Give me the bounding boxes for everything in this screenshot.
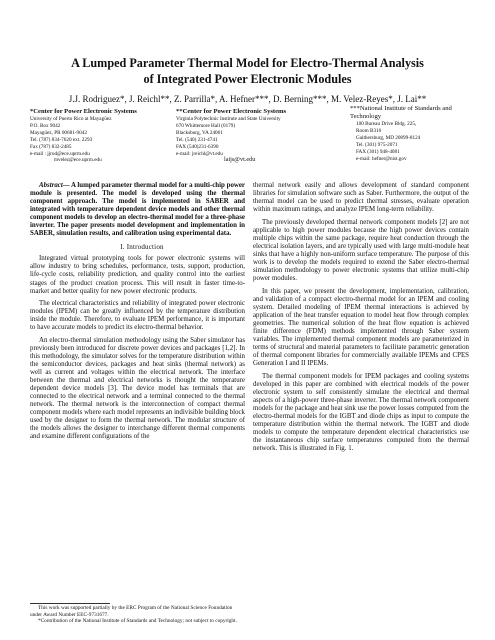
affiliation-line: 100 Bureau Drive Bldg. 225, xyxy=(356,121,417,127)
affiliation-vt xyxy=(176,108,336,164)
affiliation-header: ***National Institute of Standards and Technology xyxy=(350,105,452,120)
affiliation-line: mvelez@ece.uprm.edu xyxy=(54,157,102,164)
abstract-text: — A lumped parameter thermal model for a multi-chip power module is presented. The model is developed using the thermal component approach. The model is implemented in SABER and integrated with temperature dependent device models and other thermal component models to develop an electro-thermal model for a three-phase inverter. The paper presents model development and implementation in SABER, simulation results, and calibration using experimental data. xyxy=(30,182,245,238)
left-column xyxy=(30,182,245,446)
affiliation-line: FAX (540)231-6390 xyxy=(176,143,219,150)
affiliation-line: FAX (301) 948-4081 xyxy=(356,148,400,155)
author-list: J.J. Rodriguez*, J. Reichl**, Z. Parrilla*, A. Hefner***, D. Berning***, M. Velez-Reyes*, J. Lai** xyxy=(68,94,427,104)
affiliation-line: Tel. (787) 834-7620 ext. 2293 xyxy=(30,136,93,143)
body-paragraph: thermal network easily and allows development of standard component libraries for simulation software such as Saber. Furthermore, the output of the thermal model can be used to predict thermal stresses, evaluate operation within maximum ratings, and analyze IPEM long-term reliability. xyxy=(253,182,469,214)
right-column xyxy=(253,182,469,458)
affiliation-line: e-mail: jreichl@vt.edu xyxy=(176,150,223,157)
affiliation-line: P.O. Box 9042 xyxy=(30,122,61,129)
affiliation-line: Tel. (540) 231-4741 xyxy=(176,136,218,143)
affiliation-line: 670 Whittemore Hall (0179) xyxy=(176,122,236,129)
body-paragraph: In this paper, we present the development, implementation, calibration, and validation of a compact electro-thermal model for an IPEM and cooling system. Detailed modeling of IPEM thermal interactions is achieved by application of the heat transfer equation to model heat flow through complex geometries. The numerical solution of the heat flow equation is achieved finite difference (FDM) methods implemented through Saber system variables. The implemented thermal component models are parameterized in terms of structural and material parameters to facilitate parametric generation of thermal component libraries for commercially available IPEMs and CPES Generation I and II IPEMs. xyxy=(253,287,469,367)
body-paragraph: An electro-thermal simulation methodology using the Saber simulator has previously been introduced for discrete power devices and packages [1,2]. In this methodology, the simulator solves for the temperature distribution within the semiconductor devices, packages and heat sinks (thermal network) as well as current and voltages within the electrical network. The interface between the thermal and electrical networks is thought the temperature dependent device models [3]. The device model has terminals that are connected to the electrical network and a terminal connected to the thermal network. The thermal network is the interconnection of compact thermal component models where each model represents an indivisible building block used by the designer to form the thermal network. The modular structure of the models allows the designer to interchange different thermal components and examine different configurations of the xyxy=(30,336,245,441)
affiliation-upr xyxy=(30,108,175,164)
footnote: *Contribution of the National Institute of Standards and Technology; not subject to copyright. xyxy=(38,618,237,624)
footnote-rule xyxy=(30,603,110,604)
affiliation-line: Room B316 xyxy=(356,127,382,134)
body-paragraph: The thermal component models for IPEM packages and cooling systems developed in this paper are combined with electrical models of the power electronic system to self consistently simulate the electrical and thermal aspects of a high-power three-phase inverter. The thermal network component models for the package and heat sink use the power losses computed from the electro-thermal models for the IGBT and diode chips as input to compute the temperature distribution within the thermal network. The IGBT and diode models to compute the temperature dependent electrical characteristics use the instantaneous chip surface temperatures computed from the thermal network. This is illustrated in Fig. 1. xyxy=(253,372,469,452)
body-paragraph: The previously developed thermal network component models [2] are not applicable to high power modules because the high power devices contain multiple chips within the same package, require heat conduction through the electrical isolation layers, and are typically used with large multi-module heat sinks that have a highly non-uniform surface temperature. The purpose of this work is to develop the models required to extend the Saber electro-thermal simulation methodology to power electronic systems that utilize multi-chip power modules. xyxy=(253,218,469,283)
body-paragraph: Integrated virtual prototyping tools for power electronic systems will allow industry to bring schedules, performance, tests, support, production, life-cycle costs, reliability prediction, and quality control into the earliest stages of the product creation process. This will result in faster time-to-market and better quality for new power electronic products. xyxy=(30,255,245,295)
title-line-2: of Integrated Power Electronic Modules xyxy=(143,71,352,86)
affiliation-line: Mayagüez, PR 00681-9042 xyxy=(30,129,87,136)
footnotes xyxy=(30,605,245,625)
affiliation-line: Tel. (301) 975-2071 xyxy=(356,141,398,148)
section-heading: I. Introduction xyxy=(120,242,164,251)
affiliation-header: **Center for Power Electronic Systems xyxy=(176,108,287,115)
abstract-label: Abstract xyxy=(39,182,63,189)
affiliation-line: e-mail: hefner@nist.gov xyxy=(356,155,407,162)
affiliation-line: laijs@vt.edu xyxy=(224,156,256,164)
title-line-1: A Lumped Parameter Thermal Model for Electro-Thermal Analysis xyxy=(71,56,424,70)
affiliation-header: *Center for Power Electronic Systems xyxy=(30,108,137,115)
affiliation-line: Blacksburg, VA 24061 xyxy=(176,129,223,136)
affiliation-line: Gaithersburg, MD 20899-8124 xyxy=(356,134,421,141)
affiliation-line: University of Puerto Rico at Mayagüez xyxy=(30,116,112,122)
paper-title xyxy=(0,56,495,87)
footnote: This work was supported partially by the ERC Program of the National Science Foundation under Award Number EEC-9731677. xyxy=(30,605,233,618)
affiliation-nist xyxy=(350,105,470,162)
abstract xyxy=(30,182,245,238)
affiliation-line: e-mail : jjrod@ece.uprm.edu xyxy=(30,150,90,157)
affiliation-line: Virginia Polytechnic Institute and State University xyxy=(176,116,281,122)
body-paragraph: The electrical characteristics and reliability of integrated power electronic modules (IPEM) can be greatly influenced by the temperature distribution inside the module. Therefore, to evaluate IPEM performance, it is important to have accurate models to predict its electro-thermal behavior. xyxy=(30,300,245,332)
affiliation-line: Fax (787) 832-2485 xyxy=(30,143,72,150)
